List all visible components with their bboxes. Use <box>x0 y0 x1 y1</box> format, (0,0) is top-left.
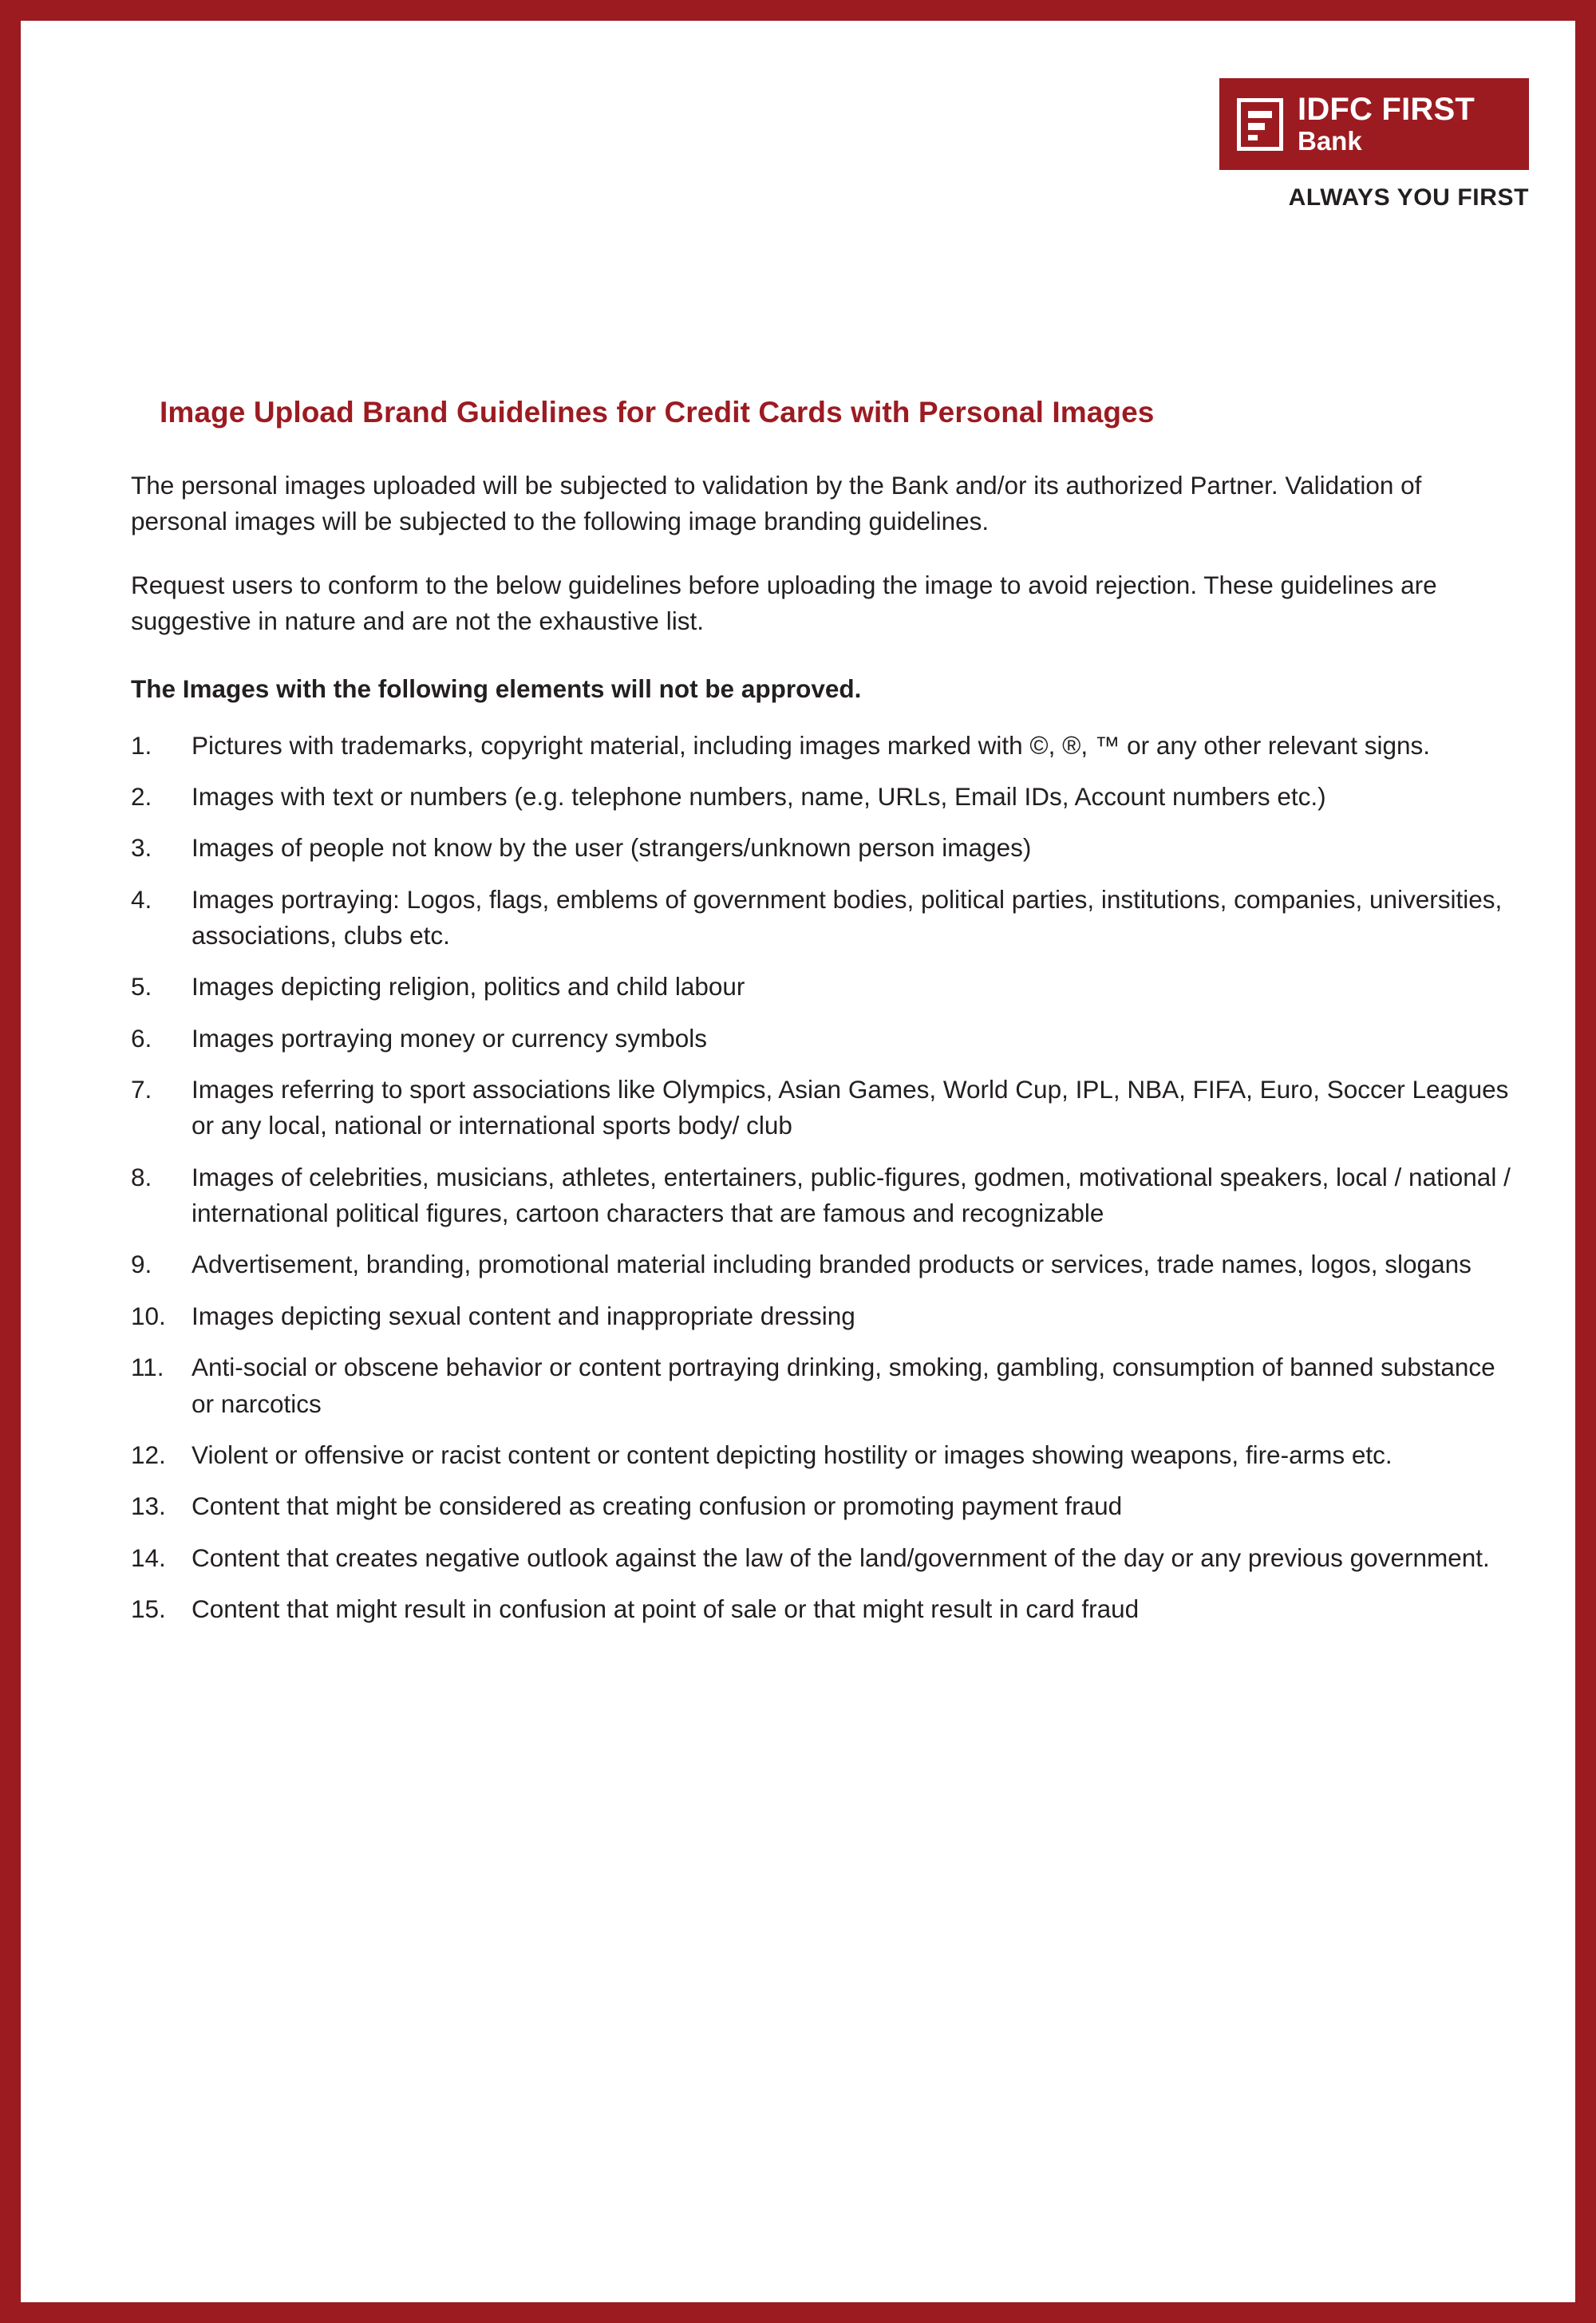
list-item <box>131 1488 1511 1524</box>
list-item-text: Images depicting sexual content and inappropriate dressing <box>192 1301 855 1330</box>
list-item-number: 10. <box>131 1301 166 1330</box>
list-item-text: Images portraying: Logos, flags, emblems of government bodies, political parties, institutions, companies, universities, associations, clubs etc. <box>192 884 1503 950</box>
rules-heading: The Images with the following elements will not be approved. <box>131 674 862 704</box>
list-item-text: Images with text or numbers (e.g. telephone numbers, name, URLs, Email IDs, Account numbers etc.) <box>192 781 1326 811</box>
list-item-text: Images portraying money or currency symbols <box>192 1023 707 1053</box>
list-item <box>131 728 1511 764</box>
list-item <box>131 1298 1511 1334</box>
rules-list <box>131 728 1511 1628</box>
list-item <box>131 1072 1511 1144</box>
brand-header <box>1210 78 1529 211</box>
list-item <box>131 1349 1511 1422</box>
list-item <box>131 1437 1511 1473</box>
list-item <box>131 830 1511 866</box>
list-item-text: Content that creates negative outlook against the law of the land/government of the day or any previous government. <box>192 1543 1490 1572</box>
document-body <box>131 396 1511 1642</box>
list-item-text: Content that might be considered as creating confusion or promoting payment fraud <box>192 1491 1123 1521</box>
list-item-number: 15. <box>131 1594 166 1623</box>
logo-line-1: IDFC FIRST <box>1298 92 1475 128</box>
list-item <box>131 882 1511 954</box>
list-item-number: 6. <box>131 1023 152 1053</box>
list-item-text: Images of people not know by the user (strangers/unknown person images) <box>192 833 1032 863</box>
list-item-number: 8. <box>131 1162 152 1191</box>
logo-line-2: Bank <box>1298 126 1362 156</box>
intro-paragraph-2: Request users to conform to the below guidelines before uploading the image to avoid rejection. These guidelines are suggestive in nature and are not the exhaustive list. <box>131 570 1437 636</box>
list-item-number: 7. <box>131 1075 152 1104</box>
list-item-number: 13. <box>131 1491 166 1521</box>
idfc-logo-mark-icon <box>1237 98 1283 151</box>
list-item-text: Images of celebrities, musicians, athletes, entertainers, public-figures, godmen, motivational speakers, local / national / international political figures, cartoon characters that are famous and recognizable <box>192 1162 1511 1228</box>
list-item-text: Advertisement, branding, promotional material including branded products or services, trade names, logos, slogans <box>192 1250 1472 1279</box>
list-item-text: Anti-social or obscene behavior or content portraying drinking, smoking, gambling, consumption of banned substance or narcotics <box>192 1353 1495 1418</box>
idfc-first-bank-logo <box>1219 78 1529 170</box>
logo-wordmark <box>1298 93 1475 156</box>
intro-paragraph-1: The personal images uploaded will be subjected to validation by the Bank and/or its authorized Partner. Validation of personal images will be subjected to the following image branding guidelines. <box>131 471 1422 536</box>
list-item-number: 5. <box>131 972 152 1001</box>
list-item-number: 11. <box>131 1353 164 1382</box>
list-item <box>131 1160 1511 1232</box>
brand-tagline: ALWAYS YOU FIRST <box>1288 184 1529 211</box>
list-item <box>131 1591 1511 1627</box>
list-item-number: 14. <box>131 1543 166 1572</box>
list-item-number: 9. <box>131 1250 152 1279</box>
page-inner <box>21 21 1575 2302</box>
list-item <box>131 1246 1511 1282</box>
list-item-text: Violent or offensive or racist content or content depicting hostility or images showing weapons, fire-arms etc. <box>192 1440 1393 1469</box>
list-item-number: 3. <box>131 833 152 863</box>
list-item-number: 1. <box>131 730 152 760</box>
list-item-number: 12. <box>131 1440 166 1469</box>
list-item-text: Images referring to sport associations like Olympics, Asian Games, World Cup, IPL, NBA, FIFA, Euro, Soccer Leagues or any local, national or international sports body/ club <box>192 1075 1509 1140</box>
list-item-text: Images depicting religion, politics and child labour <box>192 972 745 1001</box>
list-item <box>131 1540 1511 1576</box>
list-item-text: Pictures with trademarks, copyright material, including images marked with ©, ®, ™ or any other relevant signs. <box>192 730 1431 760</box>
list-item <box>131 779 1511 815</box>
list-item <box>131 969 1511 1005</box>
list-item-number: 2. <box>131 781 152 811</box>
list-item <box>131 1021 1511 1057</box>
list-item-number: 4. <box>131 884 152 914</box>
list-item-text: Content that might result in confusion at point of sale or that might result in card fraud <box>192 1594 1140 1623</box>
page-title: Image Upload Brand Guidelines for Credit Cards with Personal Images <box>160 396 1155 429</box>
